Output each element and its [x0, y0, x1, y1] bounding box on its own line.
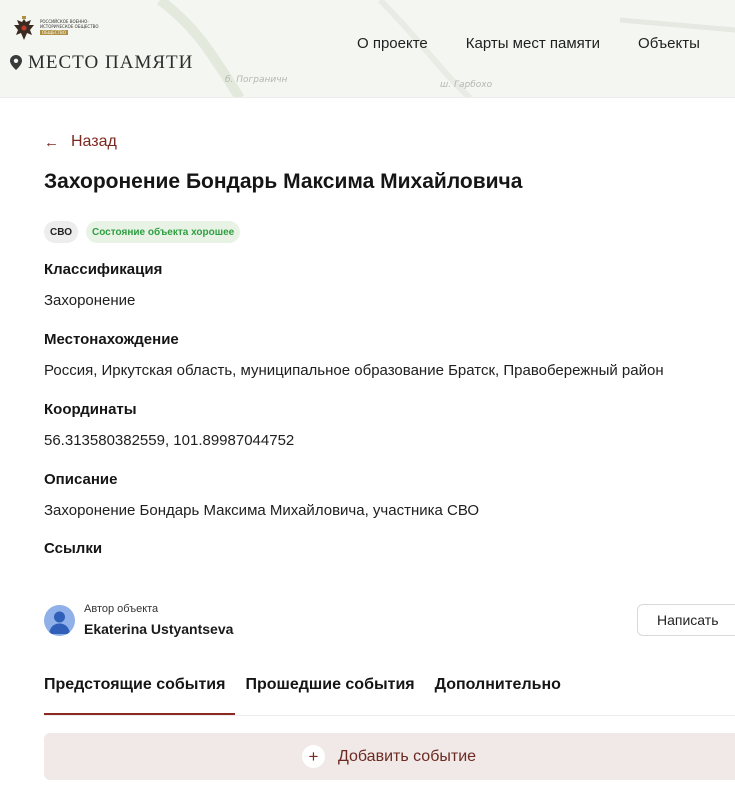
events-tabs: [44, 676, 581, 694]
author-label: Автор объекта: [84, 603, 159, 615]
double-eagle-emblem-icon: [12, 16, 36, 44]
classification-value: Захоронение: [44, 292, 136, 309]
add-event-button[interactable]: [44, 733, 735, 780]
site-name: МЕСТО ПАМЯТИ: [28, 52, 194, 73]
state-badge: Состояние объекта хорошее: [86, 221, 240, 243]
nav-item-maps[interactable]: Карты мест памяти: [465, 35, 601, 52]
write-button[interactable]: Написать: [637, 604, 735, 636]
back-label: Назад: [71, 133, 117, 150]
logo-org-name: РОССИЙСКОЕ ВОЕННО-ИСТОРИЧЕСКОЕ ОБЩЕСТВО: [40, 19, 99, 29]
user-icon: [44, 605, 75, 636]
site-logo[interactable]: [10, 14, 210, 94]
nav-item-about[interactable]: О проекте: [357, 35, 428, 52]
active-tab-indicator: [44, 713, 235, 715]
status-chips: [44, 221, 240, 243]
logo-badge: ОБЩЕСТВО: [42, 30, 66, 35]
tab-additional[interactable]: Дополнительно: [434, 676, 561, 693]
avatar[interactable]: [44, 605, 75, 636]
add-event-label: Добавить событие: [337, 747, 477, 765]
tab-past-events[interactable]: Прошедшие события: [245, 676, 415, 693]
description-value: Захоронение Бондарь Максима Михайловича, участника СВО: [44, 502, 480, 519]
arrow-left-icon: ←: [44, 133, 59, 151]
map-street-label: ш. Гарбохо: [440, 80, 493, 90]
classification-label: Классификация: [44, 261, 163, 278]
site-header: [0, 0, 735, 98]
tab-upcoming-events[interactable]: Предстоящие события: [44, 676, 226, 693]
plus-icon: +: [302, 745, 325, 768]
coordinates-value: 56.313580382559, 101.89987044752: [44, 432, 295, 449]
main-nav: [357, 35, 735, 52]
author-name[interactable]: Ekaterina Ustyantseva: [84, 621, 234, 637]
tabs-divider: [44, 715, 735, 716]
author-block: [44, 603, 735, 643]
nav-item-objects[interactable]: Объекты: [638, 35, 700, 52]
page-title: Захоронение Бондарь Максима Михайловича: [44, 170, 523, 193]
map-street-label: б. Пограничн: [225, 75, 288, 85]
location-label: Местонахождение: [44, 331, 179, 348]
coordinates-label: Координаты: [44, 401, 137, 418]
svo-badge: СВО: [44, 221, 78, 243]
links-label: Ссылки: [44, 540, 103, 557]
description-label: Описание: [44, 471, 118, 488]
map-pin-icon: [10, 55, 22, 70]
location-value: Россия, Иркутская область, муниципальное образование Братск, Правобережный район: [44, 362, 664, 379]
logo-organization-text: [40, 19, 100, 35]
back-link[interactable]: [44, 133, 117, 151]
